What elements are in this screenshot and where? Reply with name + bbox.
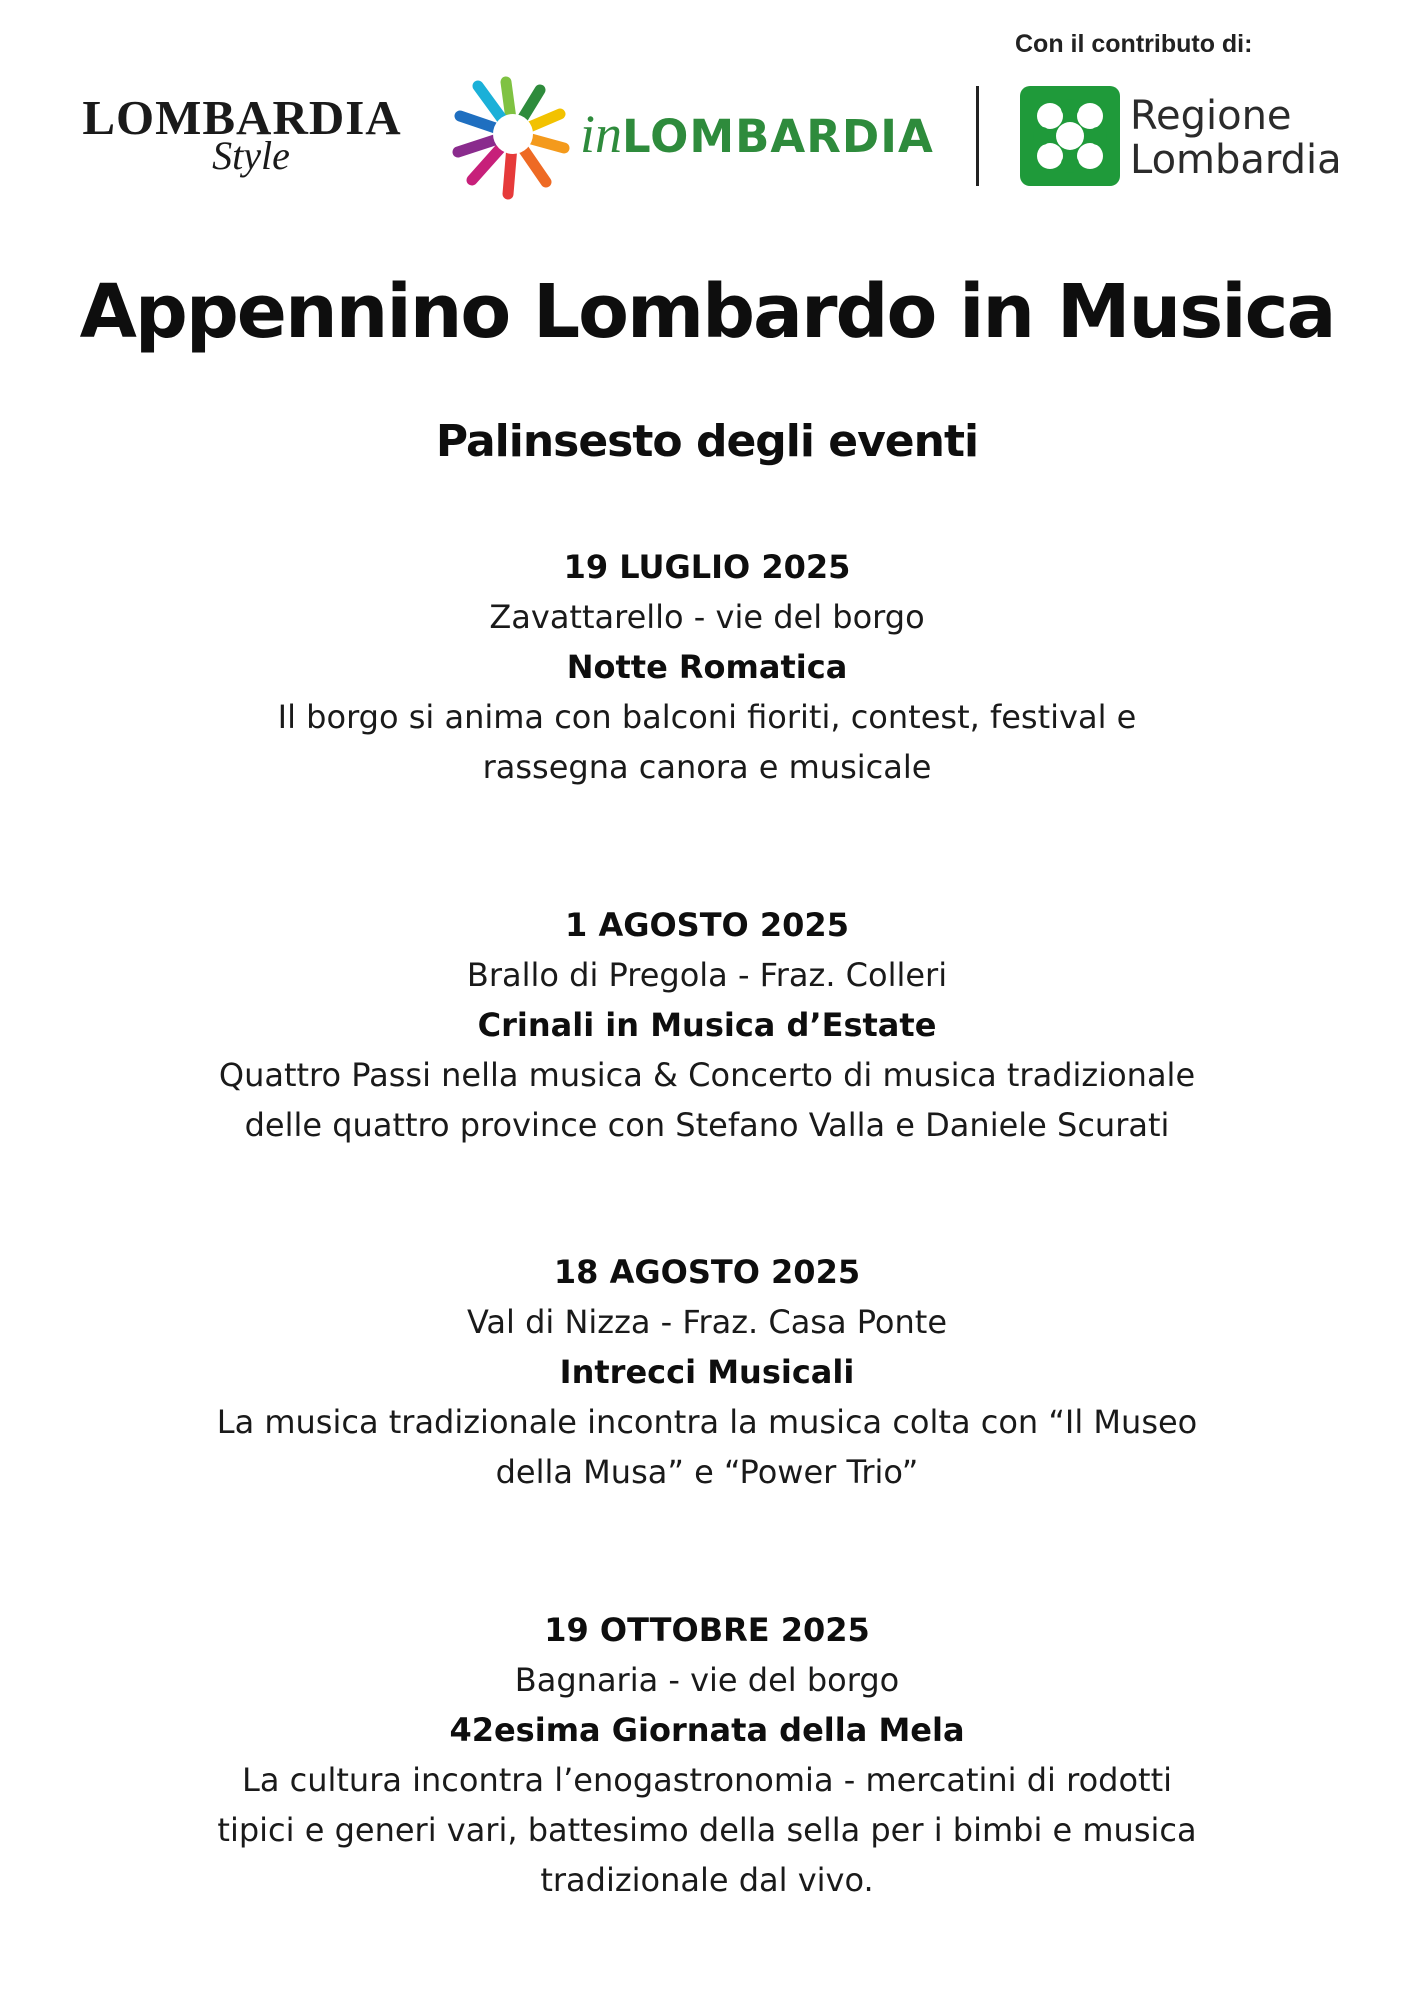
event-date: 19 OTTOBRE 2025 [544,1611,870,1649]
lombardia-style-logo-main: LOMBARDIA [82,90,402,145]
page-title: Appennino Lombardo in Musica [79,269,1335,355]
in-lombardia-star-icon [448,72,578,202]
in-lombardia-prefix: in [580,104,623,164]
event-location: Bagnaria - vie del borgo [514,1661,900,1699]
contribution-label: Con il contributo di: [1015,30,1253,58]
event-location: Zavattarello - vie del borgo [489,598,925,636]
event-item [157,900,1257,1150]
regione-line-1: Regione [1130,93,1292,139]
regione-line-2: Lombardia [1130,137,1342,183]
event-date: 19 LUGLIO 2025 [563,548,851,586]
in-lombardia-main: LOMBARDIA [622,110,934,163]
event-name: Intrecci Musicali [559,1353,855,1391]
event-date: 18 AGOSTO 2025 [553,1253,861,1291]
event-item [157,542,1257,792]
event-name: 42esima Giornata della Mela [449,1711,965,1749]
event-description: Il borgo si anima con balconi fioriti, contest, festival e rassegna canora e musicale [277,698,1137,786]
logo-divider [976,86,979,186]
event-item [157,1247,1257,1497]
event-date: 1 AGOSTO 2025 [565,906,849,944]
event-location: Val di Nizza - Fraz. Casa Ponte [466,1303,947,1341]
event-description: La cultura incontra l’enogastronomia - mercatini di rodotti tipici e generi vari, battesimo della sella per i bimbi e musica tradizionale dal vivo. [217,1761,1197,1899]
regione-lombardia-logo-text [1130,94,1342,182]
event-name: Crinali in Musica d’Estate [477,1006,937,1044]
event-location: Brallo di Pregola - Fraz. Colleri [466,956,948,994]
event-description: Quattro Passi nella musica & Concerto di musica tradizionale delle quattro province con Stefano Valla e Daniele Scurati [218,1056,1196,1144]
regione-lombardia-emblem-icon [1020,86,1120,186]
event-name: Notte Romatica [566,648,848,686]
page-subtitle: Palinsesto degli eventi [435,416,979,467]
lombardia-style-logo [82,90,402,178]
event-item [157,1605,1257,1905]
event-description: La musica tradizionale incontra la musica colta con “Il Museo della Musa” e “Power Trio” [216,1403,1198,1491]
in-lombardia-logo [580,104,934,177]
lombardia-style-logo-sub: Style [212,133,290,178]
